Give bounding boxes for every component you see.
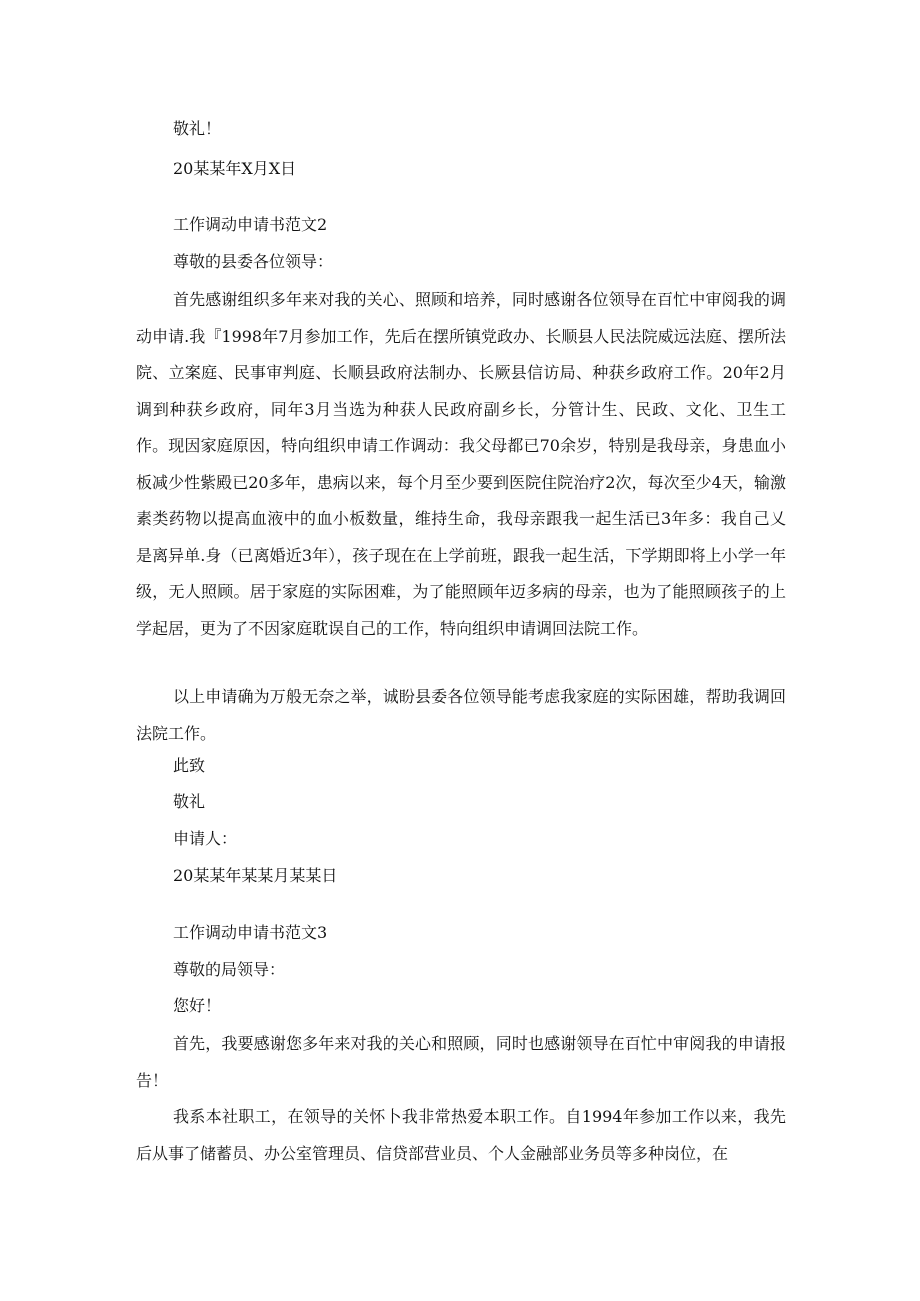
- greeting: 您好！: [173, 996, 222, 1015]
- applicant-label: 申请人：: [173, 829, 238, 848]
- body-paragraph: 以上申请确为万般无奈之举，诚盼县委各位领导能考虑我家庭的实际困雄，帮助我调回法院工作。: [136, 687, 786, 743]
- closing-salute: 敬礼！: [173, 119, 222, 138]
- salutation: 尊敬的县委各位领导：: [173, 252, 334, 271]
- section-title: 工作调动申请书范文2: [173, 215, 328, 234]
- letter-date: 20某某年某某月某某日: [173, 866, 338, 885]
- letter-date: 20某某年X月X日: [173, 159, 297, 178]
- body-paragraph: 首先感谢组织多年来对我的关心、照顾和培养，同时感谢各位领导在百忙中审阅我的调动申请.我『1998年7月参加工作，先后在摆所镇党政办、长顺县人民法院威远法庭、摆所法院、立案庭、民事审判庭、长顺县政府法制办、长厥县信访局、种获乡政府工作。20年2月调到种获乡政府，同年3月当选为种获人民政府副乡长，分管计生、民政、文化、卫生工作。现因家庭原因，特向组织申请工作调动：我父母都已70余岁，特别是我母亲，身患血小板减少性紫殿已20多年，患病以来，每个月至少要到医院住院治疗2次，每次至少4天，输激素类药物以提高血液中的血小板数量，维持生命，我母亲跟我一起生活已3年多：我自己乂是离异单.身（已离婚近3年），孩子现在在上学前班，跟我一起生活，下学期即将上小学一年级，无人照顾。居于家庭的实际困难，为了能照顾年迈多病的母亲，也为了能照顾孩子的上学起居，更为了不因家庭耽误自己的工作，特向组织申请调回法院工作。: [136, 290, 786, 638]
- closing-phrase: 此致: [173, 756, 206, 775]
- body-paragraph: 我系本社职工，在领导的关怀卜我非常热爱本职工作。自1994年参加工作以来，我先后从事了储蓄员、办公室管理员、信贷部营业员、个人金融部业务员等多种岗位，在: [136, 1107, 786, 1163]
- section-title: 工作调动申请书范文3: [173, 923, 328, 942]
- closing-salute: 敬礼: [173, 792, 206, 811]
- salutation: 尊敬的局领导：: [173, 960, 286, 979]
- body-paragraph: 首先，我要感谢您多年来对我的关心和照顾，同时也感谢领导在百忙中审阅我的申请报告！: [136, 1034, 786, 1090]
